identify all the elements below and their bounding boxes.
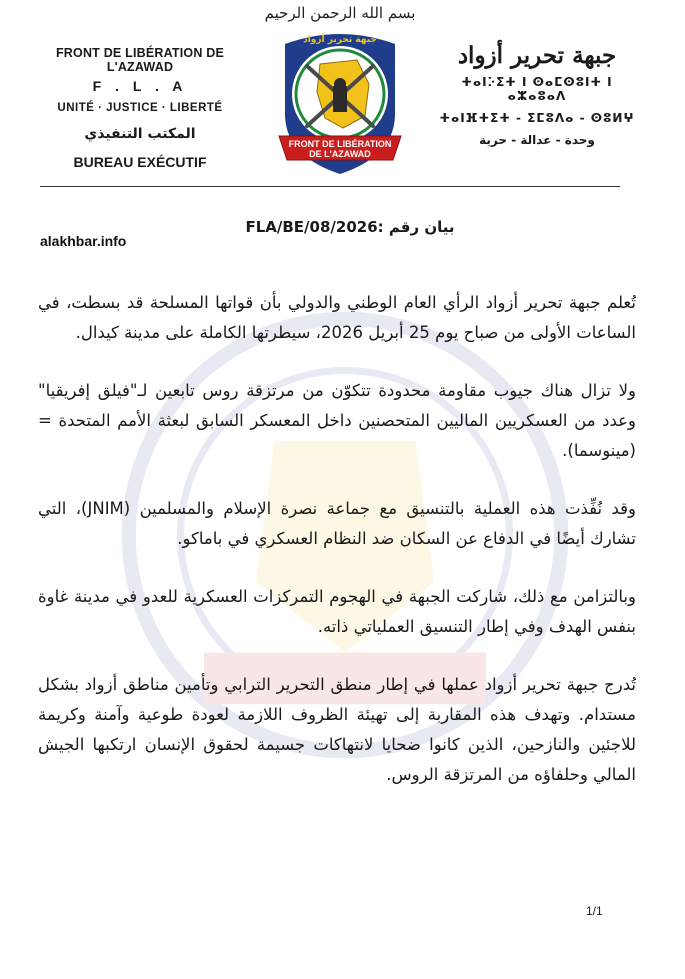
paragraph: وقد نُفِّذت هذه العملية بالتنسيق مع جماعة نصرة الإسلام والمسلمين (JNIM)، التي تشارك أيضًا في الدفاع عن السكان ضد النظام العسكري في باماكو. bbox=[38, 499, 636, 548]
paragraph: تُعلم جبهة تحرير أزواد الرأي العام الوطني والدولي بأن قواتها المسلحة قد بسطت، في الساعات الأولى من صباح يوم 25 أبريل 2026، سيطرتها الكاملة على مدينة كيدال. bbox=[38, 293, 636, 342]
header-right-block bbox=[432, 42, 642, 147]
emblem-banner-line2: DE L'AZAWAD bbox=[309, 149, 371, 159]
motto-fr: UNITÉ · JUSTICE · LIBERTÉ bbox=[57, 102, 223, 114]
office-fr: BUREAU EXÉCUTIF bbox=[73, 154, 207, 170]
motto-ar: وحدة - عدالة - حرية bbox=[479, 133, 595, 147]
paragraph: وبالتزامن مع ذلك، شاركت الجبهة في الهجوم التمركزات العسكرية للعدو في مدينة غاوة بنفس الهدف وفي إطار التنسيق العملياتي ذاته. bbox=[38, 587, 636, 636]
org-acronym: F . L . A bbox=[92, 78, 188, 94]
page-number: 1/1 bbox=[586, 904, 603, 918]
org-name-ar: جبهة تحرير أزواد bbox=[457, 42, 617, 69]
office-ar: المكتب التنفيذي bbox=[84, 126, 196, 142]
tifinagh-name: ⵜⴰⵏⴾⵉⵜ ⵏ ⵙⴰⵎⵙⵓⵏⵜ ⵏ ⴰⵣⴰⵓⴰⴷ bbox=[461, 75, 613, 103]
header-divider bbox=[40, 186, 620, 187]
tifinagh-motto: ⵜⴰⵏⴼⵜⵉⵜ - ⵉⵎⵓⴷⴰ - ⵙⵓⵍⵖ bbox=[439, 111, 635, 125]
emblem-banner-line1: FRONT DE LIBÉRATION bbox=[288, 139, 392, 149]
org-name-fr: FRONT DE LIBÉRATION DE L'AZAWAD bbox=[55, 46, 225, 74]
fla-emblem bbox=[265, 26, 415, 176]
source-watermark-text: alakhbar.info bbox=[40, 233, 127, 249]
header-left-block bbox=[40, 46, 240, 170]
paragraph: ولا تزال هناك جيوب مقاومة محدودة تتكوّن من مرتزقة روس تابعين لـ"فيلق إفريقيا" وعدد من العسكريين الماليين المتحصنين داخل المعسكر السابق لبعثة الأمم المتحدة =(مينوسما). bbox=[38, 381, 636, 460]
statement-body bbox=[38, 288, 636, 818]
basmala: بسم الله الرحمن الرحيم bbox=[264, 4, 416, 22]
paragraph: تُدرج جبهة تحرير أزواد عملها في إطار منطق التحرير الترابي وتأمين مناطق أزواد بشكل مستدام. وتهدف هذه المقاربة إلى تهيئة الظروف اللازمة لعودة طوعية وآمنة وكريمة للاجئين والنازحين، الذين كانوا ضحايا لانتهاكات جسيمة لحقوق الإنسان ارتكبها الجيش المالي وحلفاؤه من المرتزقة الروس. bbox=[38, 675, 636, 784]
emblem-top-text: جبهة تحرير أزواد bbox=[303, 35, 377, 45]
statement-reference: بيان رقم :2026/FLA/BE/08 bbox=[245, 218, 455, 236]
